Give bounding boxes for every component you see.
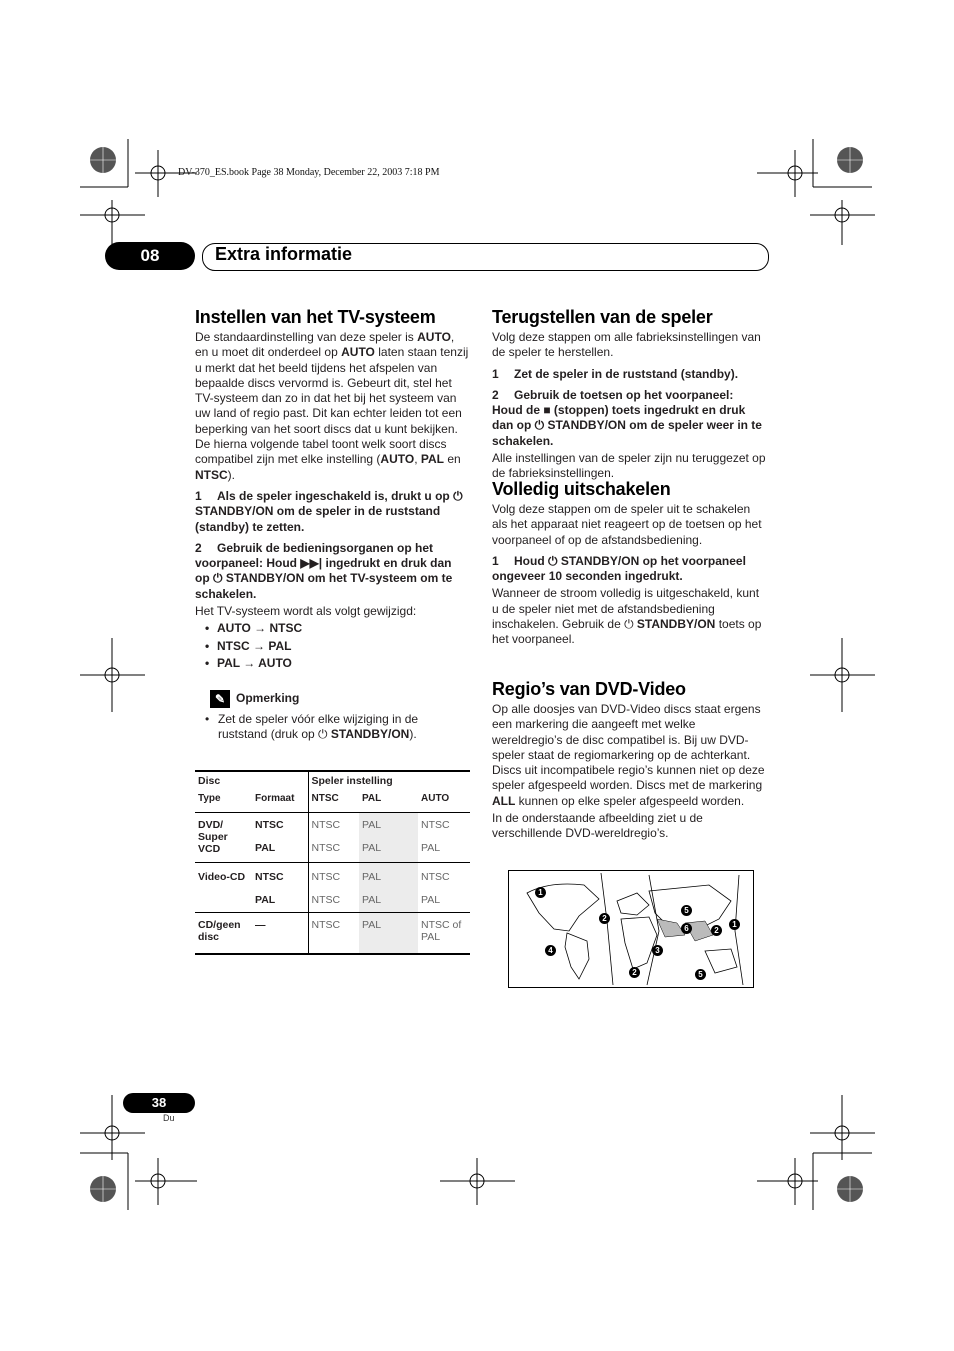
step-1 [195, 489, 469, 535]
body-text: toets op het voorpaneel. [492, 617, 762, 647]
region-marker: 3 [652, 945, 663, 956]
step-text: Als de speler ingeschakeld is, drukt u op ⏻ STANDBY/ON om de speler in de ruststand (standby) te zetten. [195, 488, 463, 534]
cell-pal: PAL [359, 834, 418, 863]
step-number: 2 [492, 387, 499, 402]
regions-intro [492, 702, 767, 809]
region-marker: 5 [681, 905, 692, 916]
cell-auto: NTSC of PAL [418, 913, 470, 955]
region-marker: 4 [545, 945, 556, 956]
table-header-disc: Disc [198, 775, 221, 787]
page-number: 38 [123, 1093, 195, 1113]
body-text: Wanneer de stroom volledig is uitgeschakeld, kunt u de speler niet met de afstandsbediening inschakelen. Gebruik de ⏻ [492, 586, 760, 632]
chapter-number: 08 [105, 242, 195, 270]
print-header: DV-370_ES.book Page 38 Monday, December 22, 2003 7:18 PM [178, 167, 440, 178]
pal-label: PAL [420, 452, 444, 467]
intro-text: en [443, 452, 461, 467]
cell-format: NTSC [255, 871, 284, 883]
disc-compatibility-table [195, 770, 470, 955]
cell-auto: NTSC [421, 871, 450, 883]
region-marker: 6 [681, 923, 692, 934]
step-2 [195, 541, 469, 602]
heading-tv-system: Instellen van het TV-systeem [195, 307, 436, 327]
note-text [205, 712, 465, 743]
cell-format: PAL [252, 834, 308, 863]
tv-system-intro: De standaardinstelling van deze speler is AUTO, en u moet dit onderdeel op AUTO laten staan tenzij u merkt dat het beeld tijdens het afspelen van bepaalde discs vervormd is. Gebeurt dit, stel het TV-systeem dan zo in dat het bij het systeem van uw land of regio past. Dit kan echter leiden tot een beperking van het soort discs dat u kunt bekijken. De hierna volgende tabel toont welk soort discs compatibel zijn met elke instelling (AUTO, PAL en NTSC). [195, 330, 469, 482]
right-column-reset [492, 330, 767, 484]
note-bold: STANDBY/ON [330, 727, 410, 742]
reset-step-2 [492, 388, 767, 449]
body-text: Op alle doosjes van DVD-Video discs staat ergens een markering die aangeeft met welke wereldregio’s de disc compatibel is. Bij uw DVD-speler staat de regiomarkering op de achterkant. Discs uit incompatibele regio’s kunnen niet op deze speler afgespeeld worden. Discs met de markering [492, 702, 765, 793]
poweroff-intro: Volg deze stappen om de speler uit te schakelen als het apparaat niet reageert op de toetsen op het voorpaneel of op de afstandsbediening. [492, 502, 762, 547]
table-header-format: Formaat [252, 790, 308, 813]
right-column-regions [492, 702, 767, 844]
table-header-pal: PAL [359, 790, 418, 813]
regions-map-caption: In de onderstaande afbeelding ziet u de verschillende DVD-wereldregio’s. [492, 811, 703, 841]
note-body: Zet de speler vóór elke wijziging in de ruststand (druk op ⏻ [218, 712, 419, 742]
right-column-poweroff [492, 502, 767, 650]
intro-text: , en u moet dit onderdeel op [195, 330, 455, 360]
region-marker: 1 [535, 887, 546, 898]
region-marker: 2 [711, 925, 722, 936]
cell-ntsc: NTSC [308, 863, 359, 887]
cell-ntsc: NTSC [308, 813, 359, 835]
step-number: 1 [195, 488, 202, 503]
cell-pal: PAL [359, 863, 418, 887]
auto-label: AUTO [417, 330, 451, 344]
list-item: • AUTO → NTSC [205, 621, 469, 636]
region-marker: 1 [729, 919, 740, 930]
dvd-region-map [508, 870, 754, 988]
region-marker: 5 [695, 969, 706, 980]
cell-format: PAL [252, 886, 308, 913]
change-list [195, 621, 469, 671]
reset-step-1 [492, 367, 767, 382]
step-text: Gebruik de toetsen op het voorpaneel: Houd de ■ (stoppen) toets ingedrukt en druk dan op ⏻ STANDBY/ON om de speler weer in te schakelen. [492, 387, 762, 448]
heading-power-off: Volledig uitschakelen [492, 479, 671, 499]
pencil-icon: ✎ [210, 690, 230, 708]
table-row [195, 813, 470, 835]
cell-format: NTSC [255, 819, 284, 831]
step-number: 1 [492, 366, 499, 381]
auto-label: AUTO [341, 345, 375, 360]
body-text: kunnen op elke speler afgespeeld worden. [515, 793, 745, 808]
reset-result: Alle instellingen van de speler zijn nu teruggezet op de fabrieksinstellingen. [492, 451, 766, 481]
table-header-setting: Speler instelling [308, 771, 470, 790]
standby-label: STANDBY/ON [636, 617, 716, 632]
table-row [195, 913, 470, 955]
table-header-type: Type [195, 790, 252, 813]
cell-pal: PAL [359, 913, 418, 955]
cell-ntsc: NTSC [308, 913, 359, 955]
cell-ntsc: NTSC [308, 886, 359, 913]
intro-text: ). [227, 467, 236, 482]
reset-intro: Volg deze stappen om alle fabrieksinstellingen van de speler te herstellen. [492, 330, 761, 360]
heading-dvd-regions: Regio’s van DVD-Video [492, 679, 686, 699]
note-heading [210, 690, 299, 708]
step-number: 2 [195, 540, 202, 555]
poweroff-step-1 [492, 554, 767, 585]
cell-pal: PAL [359, 813, 418, 835]
cell-format: — [252, 913, 308, 955]
region-marker: 2 [629, 967, 640, 978]
step-text: Gebruik de bedieningsorganen op het voorpaneel: Houd ▶▶| ingedrukt en druk dan op ⏻ STANDBY/ON om het TV-systeem om te schakelen. [195, 540, 453, 601]
all-label: ALL [492, 793, 516, 808]
step-text: Zet de speler in de ruststand (standby). [514, 366, 739, 381]
cell-pal: PAL [359, 886, 418, 913]
cell-type: Video-CD [195, 863, 252, 913]
auto-label: AUTO [380, 452, 415, 467]
heading-reset-player: Terugstellen van de speler [492, 307, 713, 327]
change-text: Het TV-systeem wordt als volgt gewijzigd: [195, 604, 417, 619]
table-header-ntsc: NTSC [308, 790, 359, 813]
page-language: Du [163, 1113, 175, 1123]
cell-auto: PAL [418, 886, 470, 913]
left-column [195, 330, 469, 673]
chapter-title: Extra informatie [215, 244, 353, 264]
list-item: • PAL → AUTO [205, 656, 469, 671]
cell-auto: PAL [418, 834, 470, 863]
poweroff-result [492, 586, 767, 647]
table-header-auto: AUTO [418, 790, 470, 813]
step-text: Houd ⏻ STANDBY/ON op het voorpaneel ongeveer 10 seconden ingedrukt. [492, 553, 746, 584]
note-title: Opmerking [236, 691, 300, 706]
intro-text: De standaardinstelling van deze speler is [195, 330, 418, 344]
cell-type: CD/geen disc [195, 913, 252, 955]
cell-type: DVD/ Super VCD [195, 813, 252, 863]
cell-auto: NTSC [421, 819, 450, 831]
ntsc-label: NTSC [195, 467, 228, 482]
note-body: ). [409, 727, 417, 742]
intro-text: laten staan tenzij u merkt dat het beeld tijdens het afspelen van bepaalde discs vervormd is. Gebeurt dit, stel het TV-systeem dan zo in dat het bij het systeem van uw land of regio past. Dit kan echter leiden tot een beperking van het soort discs dat u kunt bekijken. De hierna volgende tabel toont welk soort discs compatibel zijn met elke instelling ( [195, 345, 469, 467]
cell-ntsc: NTSC [308, 834, 359, 863]
table-row [195, 863, 470, 887]
list-item: • NTSC → PAL [205, 639, 469, 654]
region-marker: 2 [599, 913, 610, 924]
step-number: 1 [492, 553, 499, 568]
